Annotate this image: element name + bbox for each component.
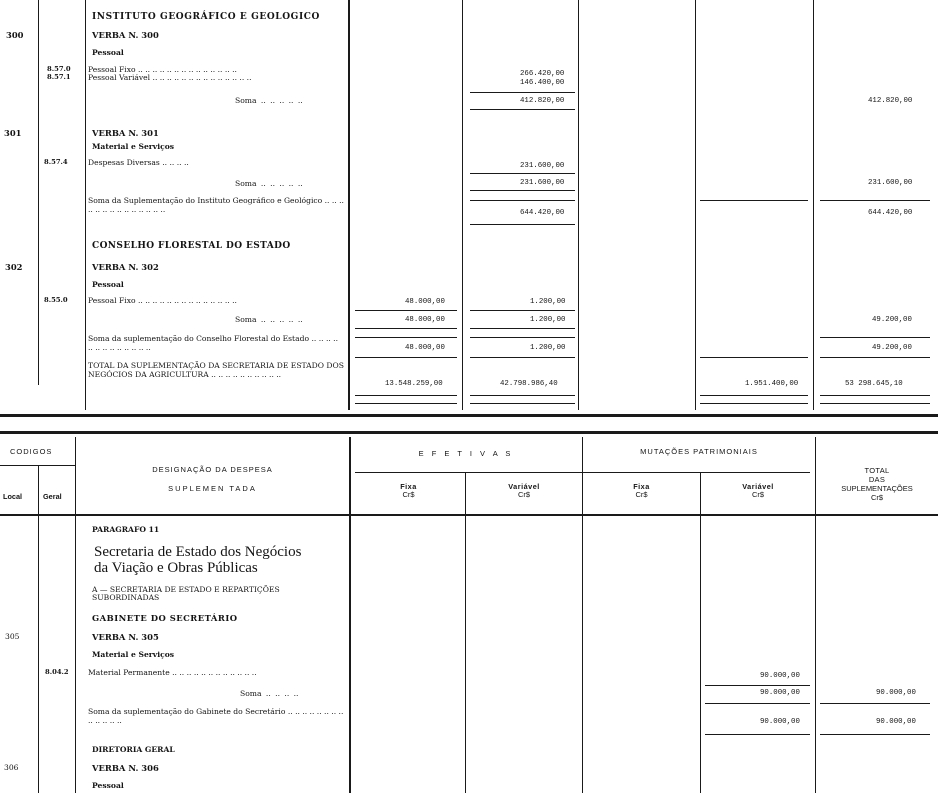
subheading: Pessoal <box>92 48 124 57</box>
header-mutacoes: MUTAÇÕES PATRIMONIAIS <box>640 447 758 456</box>
value: 48.000,00 <box>405 316 445 324</box>
total-value: 231.600,00 <box>868 179 913 187</box>
item-label: Pessoal Variável .. .. .. .. .. .. .. .. .. .. .. .. .. .. <box>88 73 252 82</box>
header-codigos: CODIGOS <box>10 447 53 456</box>
divider <box>820 703 930 704</box>
value: 42.798.986,40 <box>500 380 558 388</box>
divider <box>705 685 810 686</box>
value: 48.000,00 <box>405 298 445 306</box>
geral-code: 8.57.1 <box>47 73 71 81</box>
header-fixa: Fixa <box>400 482 417 491</box>
value: 644.420,00 <box>520 209 565 217</box>
header-geral: Geral <box>43 492 62 501</box>
value: 90.000,00 <box>760 718 800 726</box>
geral-code: 8.55.0 <box>44 296 68 304</box>
total-value: 412.820,00 <box>868 97 913 105</box>
divider <box>465 472 466 793</box>
divider <box>705 734 810 735</box>
value: 231.600,00 <box>520 179 565 187</box>
header-currency: Cr$ <box>870 493 884 502</box>
divider <box>470 92 575 93</box>
divider <box>695 0 696 410</box>
divider <box>700 472 701 793</box>
paragrafo-title: PARAGRAFO 11 <box>92 525 160 534</box>
divider <box>38 0 39 385</box>
subheading: Pessoal <box>92 781 124 790</box>
local-code: 306 <box>4 763 19 772</box>
value: 90.000,00 <box>760 689 800 697</box>
total-value: 53 298.645,10 <box>845 380 903 388</box>
verba-title: VERBA N. 300 <box>92 30 159 40</box>
geral-code: 8.04.2 <box>45 668 69 676</box>
geral-code: 8.57.0 <box>47 65 71 73</box>
local-code: 305 <box>5 632 20 641</box>
total-value: 49.200,00 <box>872 344 912 352</box>
divider <box>470 310 575 311</box>
soma-label: Soma .. .. .. .. .. <box>235 179 303 188</box>
header-variavel: Variável <box>508 482 540 491</box>
divider <box>348 0 350 410</box>
divider <box>820 337 930 338</box>
divider <box>0 514 938 516</box>
divider <box>700 403 808 404</box>
header-currency: Cr$ <box>635 490 648 499</box>
soma-suplementacao: Soma da Suplementação do Instituto Geográfico e Geológico .. .. .. .. .. .. .. .. .. .. .. .. .. .. <box>88 196 344 214</box>
soma-label: Soma .. .. .. .. .. <box>235 96 303 105</box>
divider <box>470 224 575 225</box>
soma-label: Soma .. .. .. .. <box>240 689 299 698</box>
value: 1.951.400,00 <box>745 380 799 388</box>
header-currency: Cr$ <box>751 490 765 499</box>
divider <box>813 0 814 410</box>
divider <box>355 472 810 473</box>
divider <box>355 357 457 358</box>
soma-suplementacao: Soma da suplementação do Gabinete do Secretário .. .. .. .. .. .. .. .. .. .. .. .. .. <box>88 707 344 725</box>
section-title: GABINETE DO SECRETÁRIO <box>92 613 238 623</box>
header-local: Local <box>3 492 23 501</box>
local-code: 301 <box>4 128 22 138</box>
value: 90.000,00 <box>760 672 800 680</box>
verba-title: VERBA N. 305 <box>92 632 159 642</box>
value: 1.200,00 <box>530 298 566 306</box>
divider <box>820 734 930 735</box>
divider <box>355 328 457 329</box>
soma-suplementacao: Soma da suplementação do Conselho Florestal do Estado .. .. .. .. .. .. .. .. .. .. .. .. .. <box>88 334 339 352</box>
divider <box>85 0 86 410</box>
divider <box>578 0 579 410</box>
verba-title: VERBA N. 301 <box>92 128 159 138</box>
value: 13.548.259,00 <box>385 380 443 388</box>
value: 412.820,00 <box>520 97 565 105</box>
item-label: Pessoal Fixo .. .. .. .. .. .. .. .. .. .. .. .. .. .. <box>88 296 237 305</box>
item-label: Despesas Diversas .. .. .. .. <box>88 158 189 167</box>
header-total: TOTAL <box>864 466 890 475</box>
value: 48.000,00 <box>405 344 445 352</box>
divider <box>470 395 575 396</box>
value: 231.600,00 <box>520 162 565 170</box>
divider <box>470 190 575 191</box>
divider <box>470 357 575 358</box>
secretaria-title: da Viação e Obras Públicas <box>94 560 258 576</box>
divider <box>0 414 938 417</box>
divider <box>462 0 463 410</box>
divider <box>700 200 808 201</box>
header-fixa: Fixa <box>633 482 650 491</box>
total-value: 90.000,00 <box>876 718 916 726</box>
divider <box>355 395 457 396</box>
divider <box>355 337 457 338</box>
total-value: 644.420,00 <box>868 209 913 217</box>
header-variavel: Variável <box>742 482 774 491</box>
header-designacao: SUPLEMEN TADA <box>168 484 257 493</box>
divider <box>820 200 930 201</box>
section-title: CONSELHO FLORESTAL DO ESTADO <box>92 241 291 251</box>
divider <box>470 337 575 338</box>
item-label: Material Permanente .. .. .. .. .. .. .. .. .. .. .. .. <box>88 668 257 677</box>
verba-title: VERBA N. 302 <box>92 262 159 272</box>
section-title: DIRETORIA GERAL <box>92 745 175 754</box>
divider <box>820 357 930 358</box>
value: 1.200,00 <box>530 316 566 324</box>
total-value: 49.200,00 <box>872 316 912 324</box>
header-designacao: DESIGNAÇÃO DA DESPESA <box>152 465 273 474</box>
divider <box>349 437 351 793</box>
subsection-title: A — SECRETARIA DE ESTADO E REPARTIÇÕES SUBORDINADAS <box>92 585 280 602</box>
verba-title: VERBA N. 306 <box>92 763 159 773</box>
soma-label: Soma .. .. .. .. .. <box>235 315 303 324</box>
divider <box>470 328 575 329</box>
item-label: Pessoal Fixo .. .. .. .. .. .. .. .. .. .. .. .. .. .. <box>88 65 237 74</box>
divider <box>75 437 76 793</box>
local-code: 300 <box>6 30 24 40</box>
subheading: Material e Serviços <box>92 142 175 151</box>
divider <box>355 403 457 404</box>
divider <box>0 465 75 466</box>
divider <box>470 109 575 110</box>
header-total: SUPLEMENTAÇÕES <box>841 484 913 493</box>
divider <box>0 431 938 434</box>
divider <box>470 403 575 404</box>
subheading: Pessoal <box>92 280 124 289</box>
divider <box>470 200 575 201</box>
header-currency: Cr$ <box>402 490 415 499</box>
value: 1.200,00 <box>530 344 566 352</box>
header-efetivas: E F E T I V A S <box>418 449 514 458</box>
divider <box>355 310 457 311</box>
geral-code: 8.57.4 <box>44 158 68 166</box>
secretaria-title: Secretaria de Estado dos Negócios <box>94 544 302 560</box>
section-title: INSTITUTO GEOGRÁFICO E GEOLOGICO <box>92 12 320 22</box>
total-secretaria: TOTAL DA SUPLEMENTAÇÃO DA SECRETARIA DE ESTADO DOS NEGÓCIOS DA AGRICULTURA .. .. .. .. .. .. .. .. .. .. <box>88 361 344 379</box>
value: 146.400,00 <box>520 79 565 87</box>
divider <box>700 357 808 358</box>
divider <box>820 403 930 404</box>
divider <box>470 173 575 174</box>
header-currency: Cr$ <box>517 490 531 499</box>
local-code: 302 <box>5 262 23 272</box>
subheading: Material e Serviços <box>92 650 175 659</box>
value: 266.420,00 <box>520 70 565 78</box>
divider <box>820 395 930 396</box>
divider <box>700 395 808 396</box>
total-value: 90.000,00 <box>876 689 916 697</box>
divider <box>705 703 810 704</box>
header-total: DAS <box>868 475 886 484</box>
